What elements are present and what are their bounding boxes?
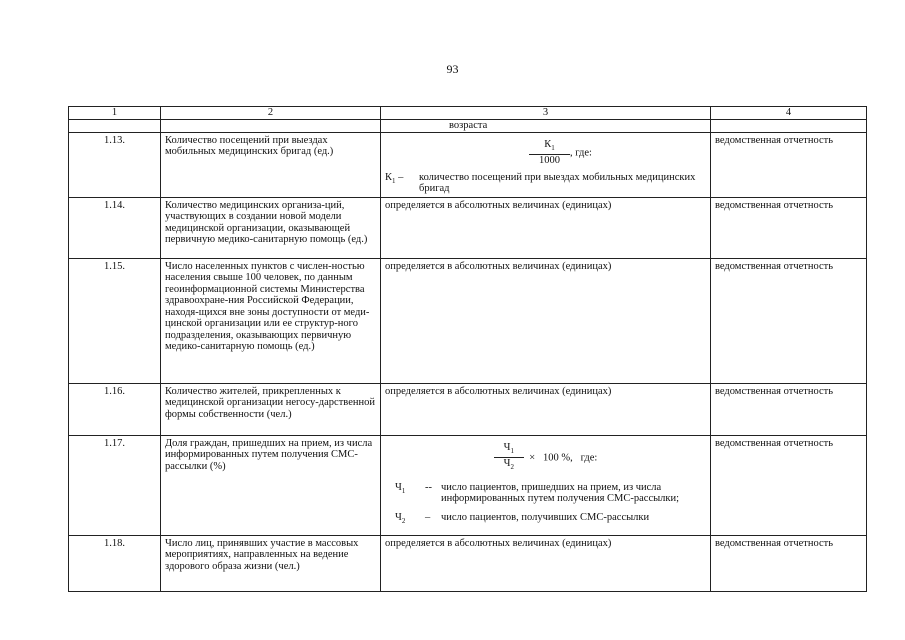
page-number: 93 — [446, 62, 459, 76]
header-cell-1: 1 — [69, 107, 161, 120]
continuation-text: возраста — [381, 119, 711, 132]
calculation-method: определяется в абсолютных величинах (единицах) — [381, 383, 711, 435]
calculation-method: определяется в абсолютных величинах (единицах) — [381, 197, 711, 258]
calculation-method: определяется в абсолютных величинах (единицах) — [381, 258, 711, 383]
data-source: ведомственная отчетность — [711, 132, 867, 197]
data-source: ведомственная отчетность — [711, 258, 867, 383]
table-row — [69, 383, 867, 435]
data-source: ведомственная отчетность — [711, 435, 867, 535]
table-header-row — [69, 107, 867, 120]
header-cell-3: 3 — [381, 107, 711, 120]
row-number: 1.14. — [69, 197, 161, 258]
table-row — [69, 258, 867, 383]
formula: $\frac{К_1}{1000}$ , где: — [415, 139, 706, 167]
row-number: 1.18. — [69, 535, 161, 591]
formula: $\frac{Ч_1}{Ч_2}$ × 100 %, где: — [385, 442, 706, 474]
table-row — [69, 132, 867, 197]
indicator-description: Количество жителей, прикрепленных к медицинской организации негосу-дарственной формы собственности (чел.) — [161, 383, 381, 435]
formula-legend-2: $Ч_2$ – число пациентов, получивших СМС-рассылки — [395, 511, 650, 525]
calculation-method: определяется в абсолютных величинах (единицах) — [381, 535, 711, 591]
indicator-description: Число лиц, принявших участие в массовых мероприятиях, направленных на ведение здорового образа жизни (чел.) — [161, 535, 381, 591]
data-source: ведомственная отчетность — [711, 383, 867, 435]
row-number: 1.17. — [69, 435, 161, 535]
table-row — [69, 197, 867, 258]
indicator-description: Доля граждан, пришедших на прием, из числа информированных путем получения СМС-рассылки (%) — [161, 435, 381, 535]
header-cell-4: 4 — [711, 107, 867, 120]
indicators-table — [68, 106, 867, 592]
calculation-method — [381, 435, 711, 535]
row-number: 1.13. — [69, 132, 161, 197]
indicator-description: Число населенных пунктов с числен-ностью населения свыше 100 человек, по данным геоинформационной системы Министерства здравоохране-ния Российской Федерации, находя-щихся вне зоны доступности от меди-цинской организации или ее структур-ного подразделения, оказывающих первичную медико-санитарную помощь (ед.) — [161, 258, 381, 383]
row-number: 1.16. — [69, 383, 161, 435]
continuation-row — [69, 119, 867, 132]
table-row — [69, 535, 867, 591]
row-number: 1.15. — [69, 258, 161, 383]
data-source: ведомственная отчетность — [711, 197, 867, 258]
formula-legend-1: $Ч_1$ -- число пациентов, пришедших на прием, из числа информированных путем получения СМС-рассылки; — [395, 481, 680, 505]
formula-legend: $К_1$ – количество посещений при выездах мобильных медицинских бригад — [385, 171, 696, 195]
table-row — [69, 435, 867, 535]
indicator-description: Количество посещений при выездах мобильных медицинских бригад (ед.) — [161, 132, 381, 197]
indicator-description: Количество медицинских организа-ций, участвующих в создании новой модели медицинской организации, оказывающей первичную медико-санитарную помощь (ед.) — [161, 197, 381, 258]
calculation-method — [381, 132, 711, 197]
header-cell-2: 2 — [161, 107, 381, 120]
data-source: ведомственная отчетность — [711, 535, 867, 591]
